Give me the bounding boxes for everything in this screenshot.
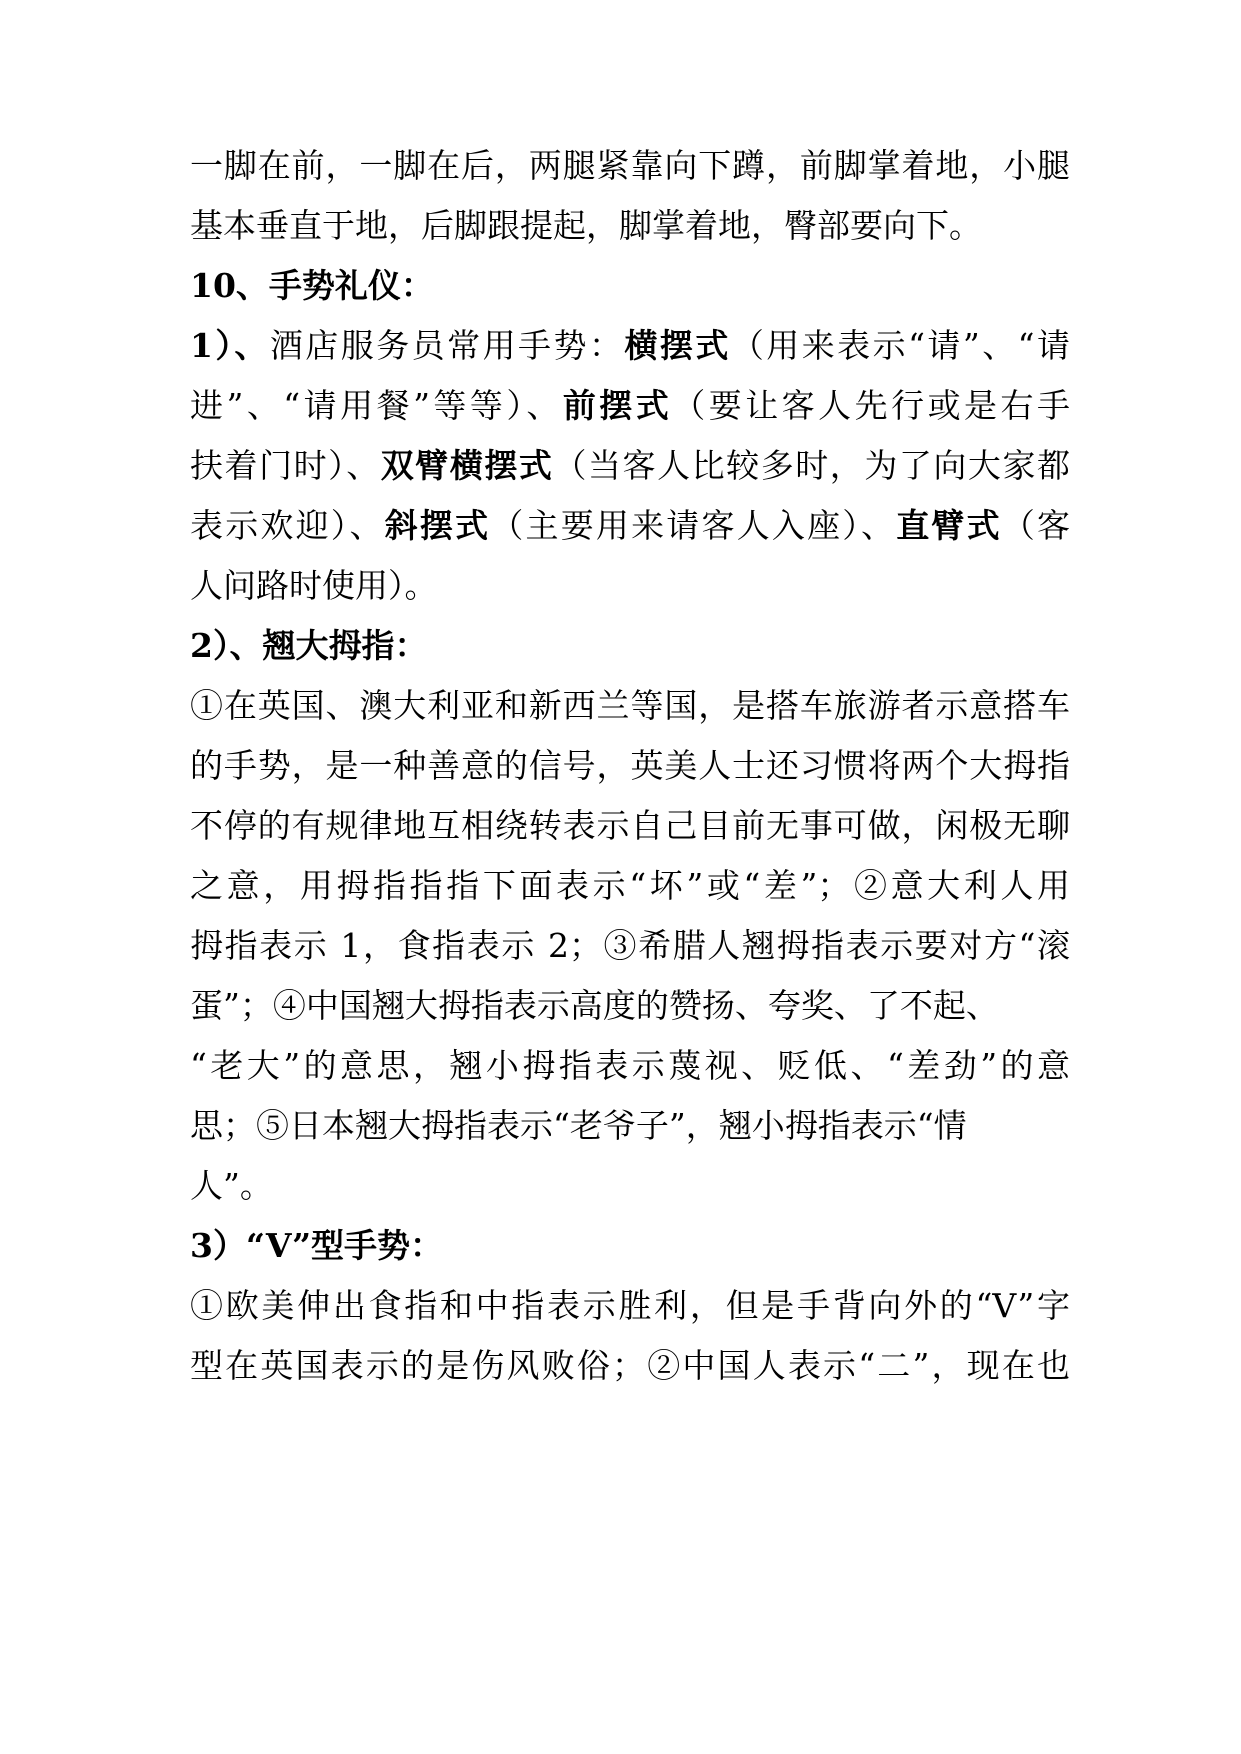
paragraph-line — [190, 376, 1070, 436]
subheading — [190, 1216, 1070, 1276]
bold-term: 横摆式 — [624, 326, 731, 365]
body-text: 拇指表示 1，食指表示 2；③希腊人翘拇指表示要对方“滚 — [190, 926, 1070, 965]
body-text: ①欧美伸出食指和中指表示胜利，但是手背向外的“V”字 — [190, 1286, 1070, 1325]
subheading — [190, 616, 1070, 676]
paragraph-line — [190, 1156, 1070, 1216]
paragraph-line — [190, 316, 1070, 376]
body-text: （要让客人先行或是右手 — [672, 386, 1070, 425]
body-text: ①在英国、澳大利亚和新西兰等国，是搭车旅游者示意搭车 — [190, 686, 1070, 725]
body-text: 人问路时使用）。 — [190, 566, 438, 605]
paragraph-line — [190, 1336, 1070, 1396]
body-text: 之意，用拇指指指下面表示“坏”或“差”；②意大利人用 — [190, 866, 1070, 905]
paragraph-line — [190, 796, 1070, 856]
paragraph-line — [190, 676, 1070, 736]
paragraph-line — [190, 976, 1070, 1036]
paragraph-line — [190, 556, 1070, 616]
body-text: 进”、“请用餐”等等）、 — [190, 386, 563, 425]
body-text: 酒店服务员常用手势： — [269, 326, 625, 365]
body-text: （用来表示“请”、“请 — [730, 326, 1070, 365]
body-text: （当客人比较多时，为了向大家都 — [553, 446, 1070, 485]
body-text: 思；⑤日本翘大拇指表示“老爷子”，翘小拇指表示“情 — [190, 1106, 967, 1145]
paragraph-line — [190, 736, 1070, 796]
body-text: 表示欢迎）、 — [190, 506, 385, 545]
paragraph-line — [190, 856, 1070, 916]
body-text: 不停的有规律地互相绕转表示自己目前无事可做，闲极无聊 — [190, 806, 1070, 845]
paragraph-line — [190, 1096, 1070, 1156]
bold-term: 前摆式 — [562, 386, 673, 425]
body-text: （客 — [1001, 506, 1070, 545]
body-text: 基本垂直于地，后脚跟提起，脚掌着地，臀部要向下。 — [190, 206, 982, 245]
body-text: （主要用来请客人入座）、 — [490, 506, 897, 545]
subheading-number: 1）、 — [190, 326, 270, 365]
body-text: 型在英国表示的是伤风败俗；②中国人表示“二”，现在也 — [190, 1346, 1070, 1385]
body-text: 蛋”；④中国翘大拇指表示高度的赞扬、夸奖、了不起、 — [190, 986, 999, 1025]
section-heading — [190, 256, 1070, 316]
body-text: 人”。 — [190, 1166, 273, 1205]
heading-text: 2）、翘大拇指： — [190, 626, 428, 665]
bold-term: 双臂横摆式 — [380, 446, 554, 485]
heading-text: 10、手势礼仪： — [190, 266, 434, 305]
paragraph-line — [190, 136, 1070, 196]
paragraph-line — [190, 436, 1070, 496]
body-text: 扶着门时）、 — [190, 446, 381, 485]
bold-term: 斜摆式 — [384, 506, 491, 545]
heading-text: 3）“V”型手势： — [190, 1226, 444, 1265]
paragraph-line — [190, 916, 1070, 976]
body-text: 的手势，是一种善意的信号，英美人士还习惯将两个大拇指 — [190, 746, 1070, 785]
paragraph-line — [190, 1276, 1070, 1336]
body-text: “老大”的意思，翘小拇指表示蔑视、贬低、“差劲”的意 — [190, 1046, 1070, 1085]
paragraph-line — [190, 496, 1070, 556]
paragraph-line — [190, 196, 1070, 256]
paragraph-line — [190, 1036, 1070, 1096]
body-text: 一脚在前，一脚在后，两腿紧靠向下蹲，前脚掌着地，小腿 — [190, 146, 1070, 185]
bold-term: 直臂式 — [896, 506, 1002, 545]
